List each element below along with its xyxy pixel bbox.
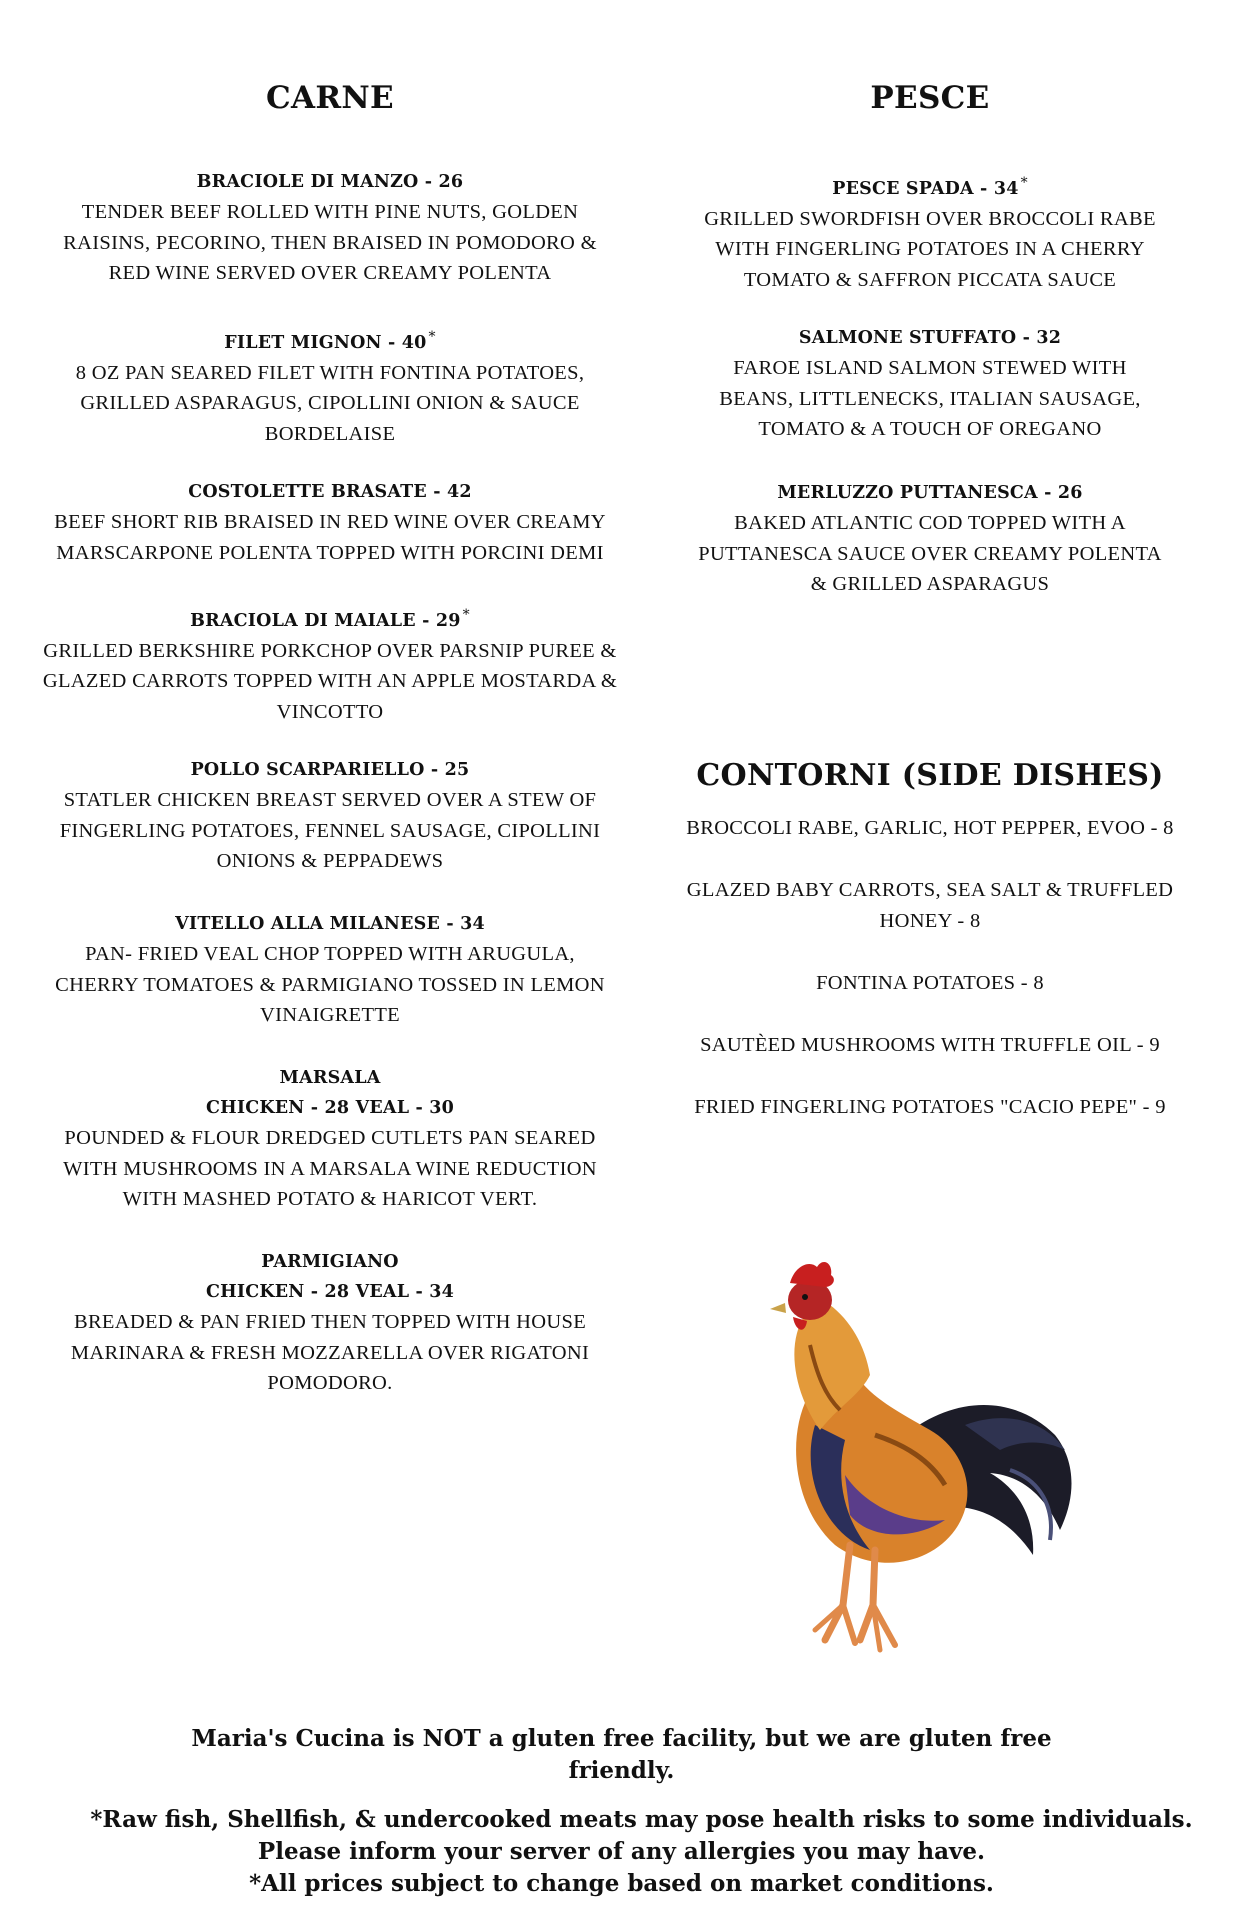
item-name: VITELLO ALLA MILANESE - 34 bbox=[175, 914, 485, 934]
raw-warning-star: * bbox=[1020, 175, 1028, 191]
item-name: MERLUZZO PUTTANESCA - 26 bbox=[777, 483, 1083, 503]
menu-item bbox=[40, 909, 620, 1031]
item-name: BRACIOLA DI MAIALE - 29 * bbox=[190, 607, 470, 631]
menu-item bbox=[40, 755, 620, 877]
item-name: POLLO SCARPARIELLO - 25 bbox=[190, 760, 470, 780]
item-name: PARMIGIANO bbox=[261, 1252, 399, 1272]
item-description: POUNDED & FLOUR DREDGED CUTLETS PAN SEARED WITH MUSHROOMS IN A MARSALA WINE REDUCTION WITH MASHED POTATO & HARICOT VERT. bbox=[63, 1127, 597, 1210]
item-description: STATLER CHICKEN BREAST SERVED OVER A STEW OF FINGERLING POTATOES, FENNEL SAUSAGE, CIPOLLINI ONIONS & PEPPADEWS bbox=[59, 789, 601, 872]
menu-item bbox=[680, 478, 1180, 600]
item-description: 8 OZ PAN SEARED FILET WITH FONTINA POTATOES, GRILLED ASPARAGUS, CIPOLLINI ONION & SAUCE BORDELAISE bbox=[75, 361, 585, 445]
side-dish: FONTINA POTATOES - 8 bbox=[816, 972, 1044, 994]
menu-item bbox=[40, 322, 620, 449]
menu-item bbox=[40, 1247, 620, 1399]
side-dish: FRIED FINGERLING POTATOES "CACIO PEPE" - 9 bbox=[694, 1096, 1166, 1118]
item-prices: CHICKEN - 28 VEAL - 30 bbox=[205, 1098, 455, 1118]
item-description: BEEF SHORT RIB BRAISED IN RED WINE OVER CREAMY MARSCARPONE POLENTA TOPPED WITH PORCINI DEMI bbox=[54, 511, 606, 564]
raw-warning-star: * bbox=[428, 329, 436, 345]
menu-item bbox=[40, 167, 620, 289]
item-description: BREADED & PAN FRIED THEN TOPPED WITH HOUSE MARINARA & FRESH MOZZARELLA OVER RIGATONI POMODORO. bbox=[70, 1311, 590, 1394]
side-dish: SAUTÈED MUSHROOMS WITH TRUFFLE OIL - 9 bbox=[700, 1034, 1160, 1056]
item-name: MARSALA bbox=[279, 1068, 381, 1088]
item-description: PAN- FRIED VEAL CHOP TOPPED WITH ARUGULA, CHERRY TOMATOES & PARMIGIANO TOSSED IN LEMON VINAIGRETTE bbox=[55, 943, 605, 1026]
item-description: GRILLED BERKSHIRE PORKCHOP OVER PARSNIP PUREE & GLAZED CARROTS TOPPED WITH AN APPLE MOSTARDA & VINCOTTO bbox=[42, 639, 618, 723]
gluten-notice: Maria's Cucina is NOT a gluten free facility, but we are gluten free friendly. bbox=[191, 1725, 1052, 1784]
raw-food-warning: *Raw fish, Shellfish, & undercooked meats may pose health risks to some individuals. bbox=[90, 1806, 1193, 1833]
item-name: FILET MIGNON - 40 * bbox=[224, 329, 436, 353]
item-description: GRILLED SWORDFISH OVER BROCCOLI RABE WITH FINGERLING POTATOES IN A CHERRY TOMATO & SAFFRON PICCATA SAUCE bbox=[704, 207, 1156, 291]
item-description: FAROE ISLAND SALMON STEWED WITH BEANS, LITTLENECKS, ITALIAN SAUSAGE, TOMATO & A TOUCH OF OREGANO bbox=[719, 357, 1141, 440]
menu-item bbox=[40, 600, 620, 727]
item-name: BRACIOLE DI MANZO - 26 bbox=[196, 172, 464, 192]
rooster-illustration bbox=[755, 1245, 1085, 1665]
item-description: BAKED ATLANTIC COD TOPPED WITH A PUTTANESCA SAUCE OVER CREAMY POLENTA & GRILLED ASPARAGUS bbox=[698, 512, 1162, 595]
carne-title: CARNE bbox=[266, 80, 394, 116]
menu-item bbox=[680, 168, 1180, 295]
allergy-notice: Please inform your server of any allergies you may have. bbox=[257, 1838, 986, 1865]
side-dish: GLAZED BABY CARROTS, SEA SALT & TRUFFLED HONEY - 8 bbox=[686, 879, 1174, 932]
side-dish: BROCCOLI RABE, GARLIC, HOT PEPPER, EVOO - 8 bbox=[686, 817, 1174, 839]
raw-warning-star: * bbox=[462, 607, 470, 623]
item-prices: CHICKEN - 28 VEAL - 34 bbox=[205, 1282, 455, 1302]
menu-item bbox=[40, 1063, 620, 1215]
item-name: SALMONE STUFFATO - 32 bbox=[798, 328, 1062, 348]
contorni-title: CONTORNI (SIDE DISHES) bbox=[696, 758, 1164, 793]
item-name: COSTOLETTE BRASATE - 42 bbox=[188, 482, 472, 502]
item-description: TENDER BEEF ROLLED WITH PINE NUTS, GOLDEN RAISINS, PECORINO, THEN BRAISED IN POMODORO & RED WINE SERVED OVER CREAMY POLENTA bbox=[63, 201, 597, 284]
item-name: PESCE SPADA - 34 * bbox=[832, 175, 1028, 199]
menu-item bbox=[680, 323, 1180, 445]
price-notice: *All prices subject to change based on market conditions. bbox=[249, 1870, 994, 1897]
pesce-title: PESCE bbox=[870, 80, 990, 116]
menu-item bbox=[40, 477, 620, 568]
